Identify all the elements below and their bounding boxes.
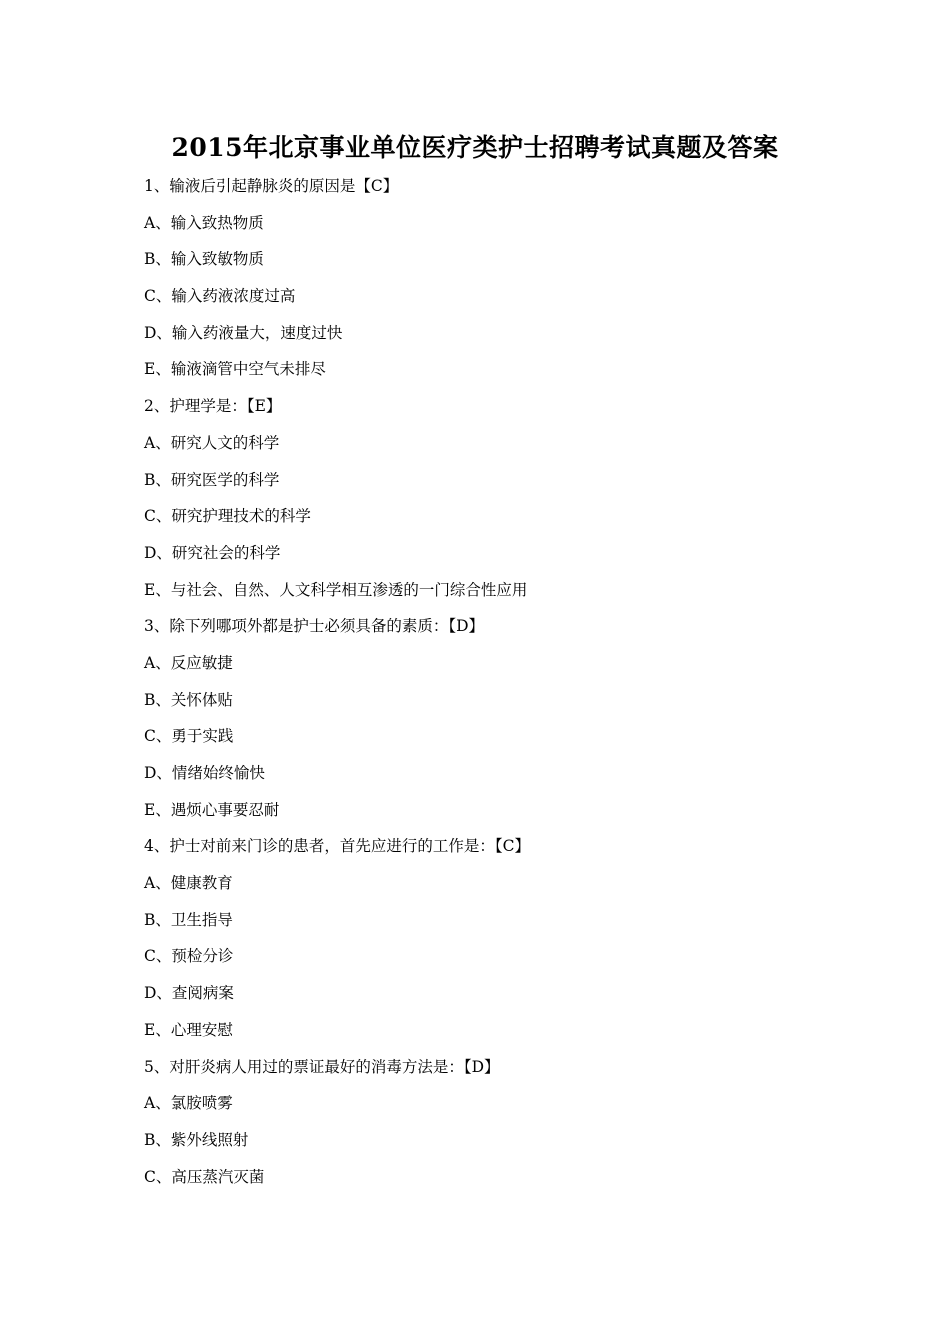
option-line: A、输入致热物质 (144, 213, 264, 232)
option-line: B、关怀体贴 (144, 690, 233, 709)
option-line: C、勇于实践 (144, 727, 234, 746)
option-line: D、情绪始终愉快 (144, 764, 265, 782)
option-line: A、健康教育 (144, 874, 233, 893)
option-line: C、输入药液浓度过高 (144, 287, 296, 306)
option-line: E、与社会、自然、人文科学相互渗透的一门综合性应用 (144, 580, 528, 599)
option-line: B、研究医学的科学 (144, 470, 280, 489)
option-line: E、心理安慰 (144, 1020, 233, 1039)
question-line: 4、护士对前来门诊的患者，首先应进行的工作是：【C】 (144, 837, 530, 856)
question-list (144, 168, 844, 1195)
question-line: 1、输液后引起静脉炎的原因是【C】 (144, 177, 399, 195)
option-line: A、研究人文的科学 (144, 433, 280, 452)
option-line: A、氯胺喷雾 (144, 1094, 233, 1113)
option-line: E、输液滴管中空气未排尽 (144, 360, 326, 379)
option-line: C、研究护理技术的科学 (144, 507, 311, 526)
option-line: B、输入致敏物质 (144, 250, 264, 269)
option-line: D、查阅病案 (144, 984, 234, 1003)
option-line: A、反应敏捷 (144, 653, 233, 672)
option-line: C、预检分诊 (144, 947, 234, 966)
option-line: D、输入药液量大，速度过快 (144, 323, 343, 342)
question-line: 5、对肝炎病人用过的票证最好的消毒方法是：【D】 (144, 1057, 500, 1076)
option-line: E、遇烦心事要忍耐 (144, 800, 280, 819)
option-line: C、高压蒸汽灭菌 (144, 1167, 265, 1186)
option-line: B、卫生指导 (144, 910, 233, 929)
question-line: 3、除下列哪项外都是护士必须具备的素质：【D】 (144, 617, 485, 636)
option-line: B、紫外线照射 (144, 1130, 249, 1149)
question-line: 2、护理学是：【E】 (144, 397, 282, 416)
option-line: D、研究社会的科学 (144, 543, 281, 562)
page-title: 2015年北京事业单位医疗类护士招聘考试真题及答案 (171, 133, 779, 162)
